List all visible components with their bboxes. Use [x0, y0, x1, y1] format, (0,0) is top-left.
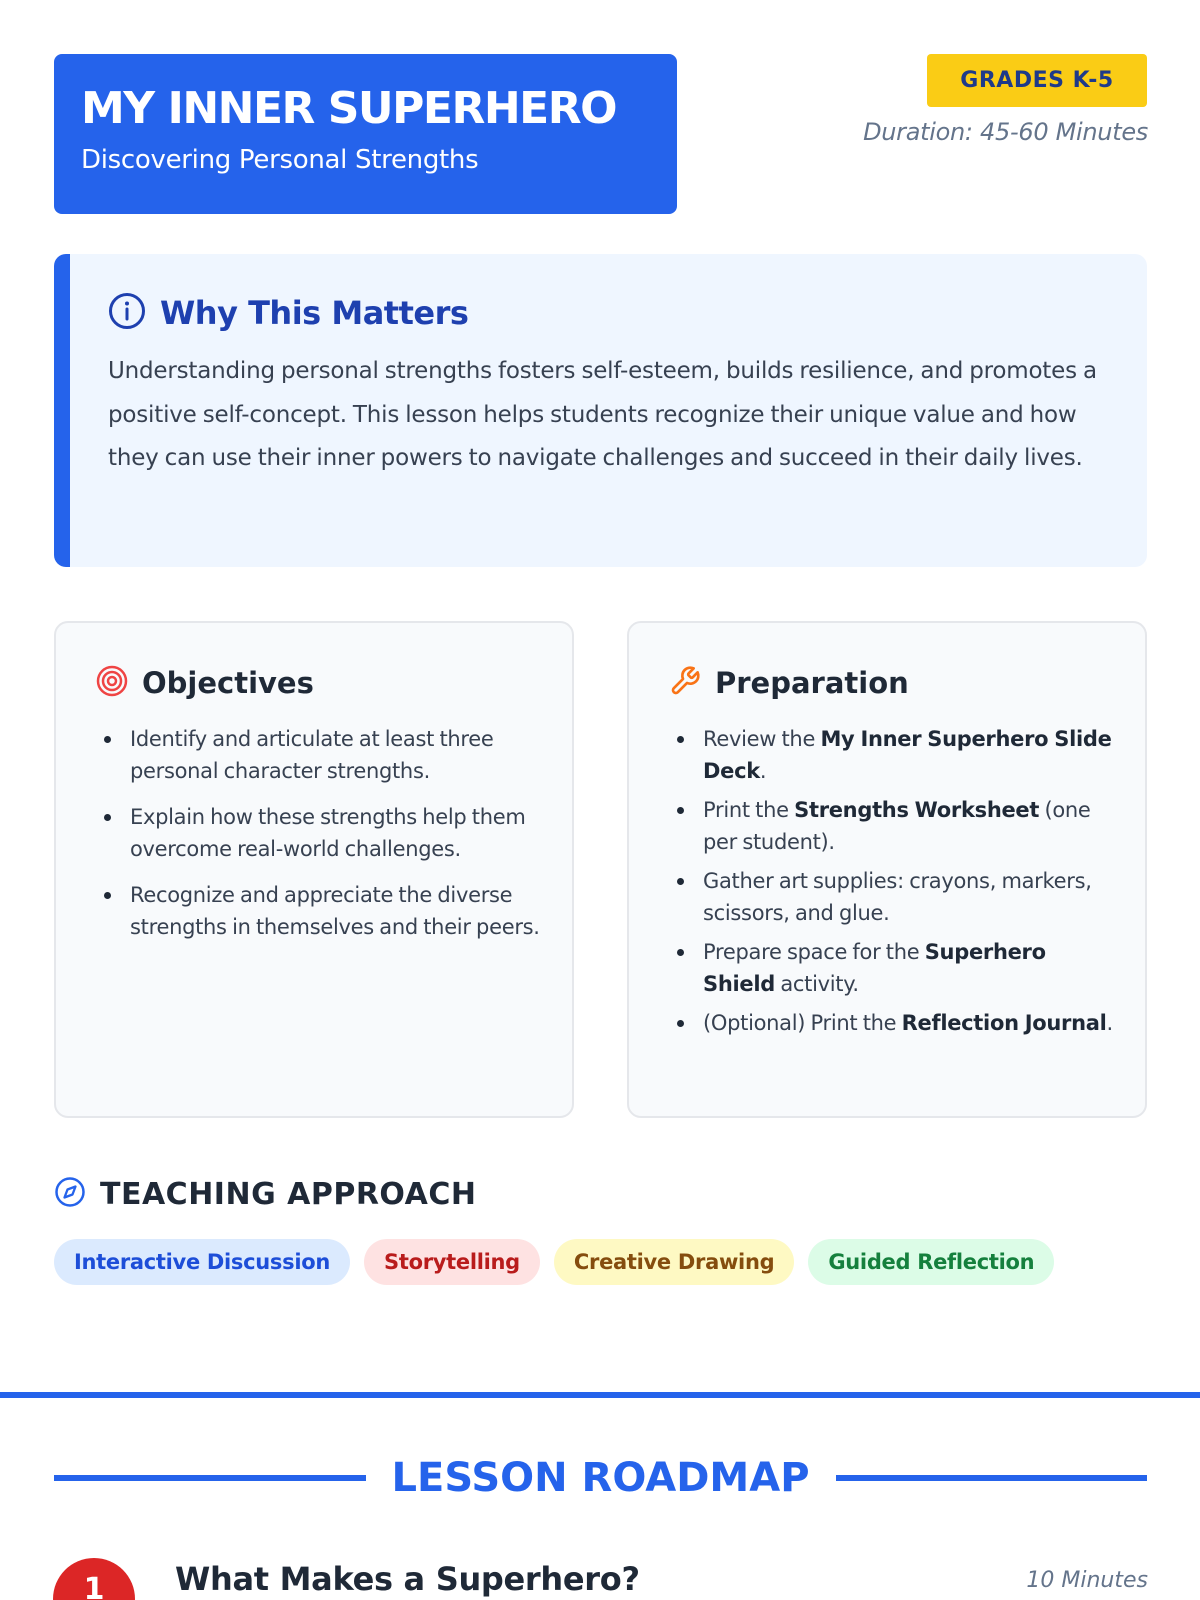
- tag-storytelling: Storytelling: [364, 1239, 540, 1285]
- why-heading: Why This Matters: [160, 294, 469, 332]
- list-item: Print the Strengths Worksheet (one per student).: [669, 794, 1115, 858]
- preparation-card: [627, 621, 1147, 1118]
- why-header: [108, 292, 1107, 334]
- list-item: Identify and articulate at least three personal character strengths.: [96, 723, 542, 787]
- preparation-header: [669, 665, 1115, 701]
- info-icon: [108, 292, 146, 334]
- page-subtitle: Discovering Personal Strengths: [81, 145, 479, 175]
- tag-guided-reflection: Guided Reflection: [808, 1239, 1054, 1285]
- list-item: Review the My Inner Superhero Slide Deck.: [669, 723, 1115, 787]
- list-item: Gather art supplies: crayons, markers, scissors, and glue.: [669, 865, 1115, 929]
- target-icon: [96, 665, 128, 701]
- roadmap-line-right: [836, 1475, 1148, 1481]
- objectives-list: [96, 723, 542, 943]
- approach-tags: [54, 1239, 1054, 1285]
- title-banner: [54, 54, 677, 214]
- duration-label: Duration: 45-60 Minutes: [863, 118, 1148, 146]
- teaching-approach-heading: TEACHING APPROACH: [100, 1176, 477, 1212]
- roadmap-header: [54, 1450, 1147, 1506]
- step-number-badge: 1: [53, 1558, 135, 1600]
- grade-badge: GRADES K-5: [927, 54, 1147, 107]
- why-text: Understanding personal strengths fosters self-esteem, builds resilience, and promotes a positive self-concept. This lesson helps students recognize their unique value and how they can use their inner powers to navigate challenges and succeed in their daily lives.: [108, 358, 1097, 471]
- why-this-matters-panel: [54, 254, 1147, 567]
- objectives-heading: Objectives: [142, 666, 314, 700]
- compass-icon: [54, 1176, 86, 1212]
- section-divider: [0, 1392, 1200, 1398]
- step-title: What Makes a Superhero?: [175, 1560, 640, 1598]
- tag-interactive-discussion: Interactive Discussion: [54, 1239, 350, 1285]
- step-duration: 10 Minutes: [1026, 1568, 1148, 1593]
- list-item: Explain how these strengths help them overcome real-world challenges.: [96, 801, 542, 865]
- wrench-icon: [669, 665, 701, 701]
- teaching-approach-header: [54, 1176, 476, 1212]
- list-item: Prepare space for the Superhero Shield activity.: [669, 936, 1115, 1000]
- preparation-heading: Preparation: [715, 666, 909, 700]
- roadmap-heading: LESSON ROADMAP: [391, 1455, 810, 1501]
- list-item: Recognize and appreciate the diverse strengths in themselves and their peers.: [96, 879, 542, 943]
- roadmap-line-left: [54, 1475, 366, 1481]
- tag-creative-drawing: Creative Drawing: [554, 1239, 794, 1285]
- preparation-list: [669, 723, 1115, 1039]
- objectives-card: [54, 621, 574, 1118]
- list-item: (Optional) Print the Reflection Journal.: [669, 1007, 1115, 1039]
- page-title: MY INNER SUPERHERO: [81, 83, 617, 134]
- objectives-header: [96, 665, 542, 701]
